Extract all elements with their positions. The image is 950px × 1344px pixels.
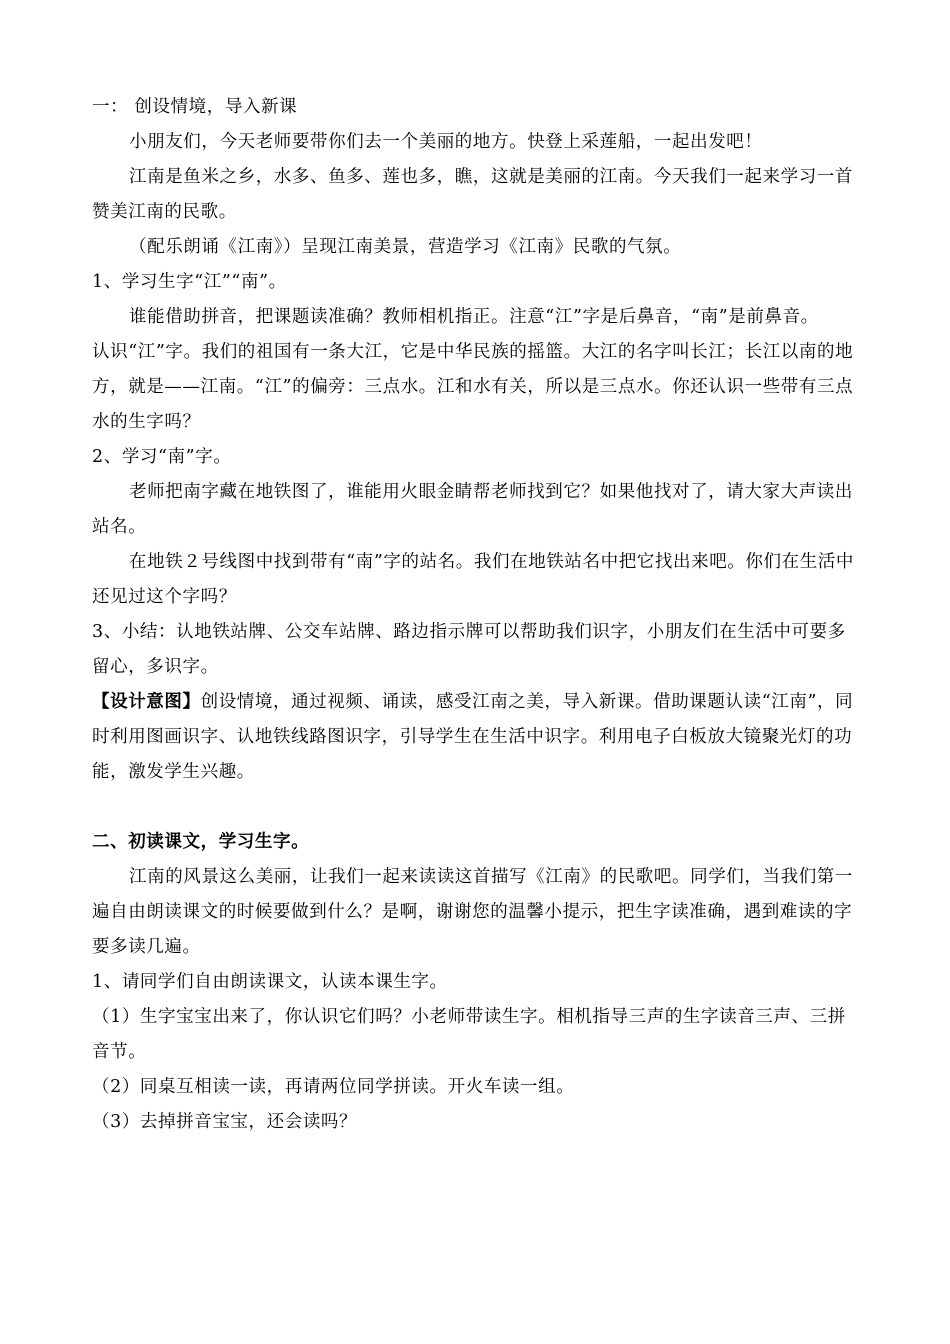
paragraph-subway-line2: 在地铁２号线图中找到带有“南”字的站名。我们在地铁站名中把它找出来吧。你们在生活中还见过这个字吗？ bbox=[92, 552, 854, 607]
item-summary: 3、小结：认地铁站牌、公交车站牌、路边指示牌可以帮助我们识字，小朋友们在生活中可要多留心，多识字。 bbox=[92, 622, 846, 677]
paragraph-design-intent bbox=[92, 685, 860, 790]
paragraph-subway-map: 老师把南字藏在地铁图了，谁能用火眼金睛帮老师找到它？如果他找对了，请大家大声读出站名。 bbox=[92, 482, 853, 537]
design-intent-text: 创设情境，通过视频、诵读，感受江南之美，导入新课。借助课题认读“江南”，同时利用图画识字、认地铁线路图识字，引导学生在生活中识字。利用电子白板放大镜聚光灯的功能，激发学生兴趣。 bbox=[92, 692, 854, 782]
paragraph-intro: 小朋友们，今天老师要带你们去一个美丽的地方。快登上采莲船，一起出发吧！ bbox=[129, 132, 763, 152]
paragraph-pinyin: 谁能借助拼音，把课题读准确？教师相机指正。注意“江”字是后鼻音，“南”是前鼻音。 bbox=[129, 307, 819, 327]
document-page bbox=[92, 90, 860, 1140]
section2-heading: 二、初读课文，学习生字。 bbox=[92, 832, 310, 852]
item-learn-nan: 2、学习“南”字。 bbox=[92, 447, 232, 467]
item-learn-characters: 1、学习生字“江”“南”。 bbox=[92, 272, 287, 292]
subitem-2: （2）同桌互相读一读，再请两位同学拼读。开火车读一组。 bbox=[92, 1077, 575, 1097]
paragraph-first-reading: 江南的风景这么美丽，让我们一起来读读这首描写《江南》的民歌吧。同学们，当我们第一遍自由朗读课文的时候要做到什么？是啊，谢谢您的温馨小提示，把生字读准确，遇到难读的字要多读几遍。 bbox=[92, 867, 853, 957]
section1-heading: 一： 创设情境，导入新课 bbox=[92, 97, 298, 117]
item-free-reading: 1、请同学们自由朗读课文，认读本课生字。 bbox=[92, 972, 448, 992]
paragraph-jiangnan: 江南是鱼米之乡，水多、鱼多、莲也多，瞧，这就是美丽的江南。今天我们一起来学习一首赞美江南的民歌。 bbox=[92, 167, 853, 222]
paragraph-jiang-character: 认识“江”字。我们的祖国有一条大江，它是中华民族的摇篮。大江的名字叫长江；长江以南的地方，就是——江南。“江”的偏旁：三点水。江和水有关，所以是三点水。你还认识一些带有三点水的生字吗？ bbox=[92, 342, 854, 432]
subitem-1: （1）生字宝宝出来了，你认识它们吗？小老师带读生字。相机指导三声的生字读音三声、三拼音节。 bbox=[92, 1007, 846, 1062]
design-intent-label: 【设计意图】 bbox=[92, 692, 201, 712]
subitem-3: （3）去掉拼音宝宝，还会读吗？ bbox=[92, 1112, 358, 1132]
spacer bbox=[92, 790, 860, 825]
paragraph-recital: （配乐朗诵《江南》）呈现江南美景，营造学习《江南》民歌的气氛。 bbox=[129, 237, 682, 257]
